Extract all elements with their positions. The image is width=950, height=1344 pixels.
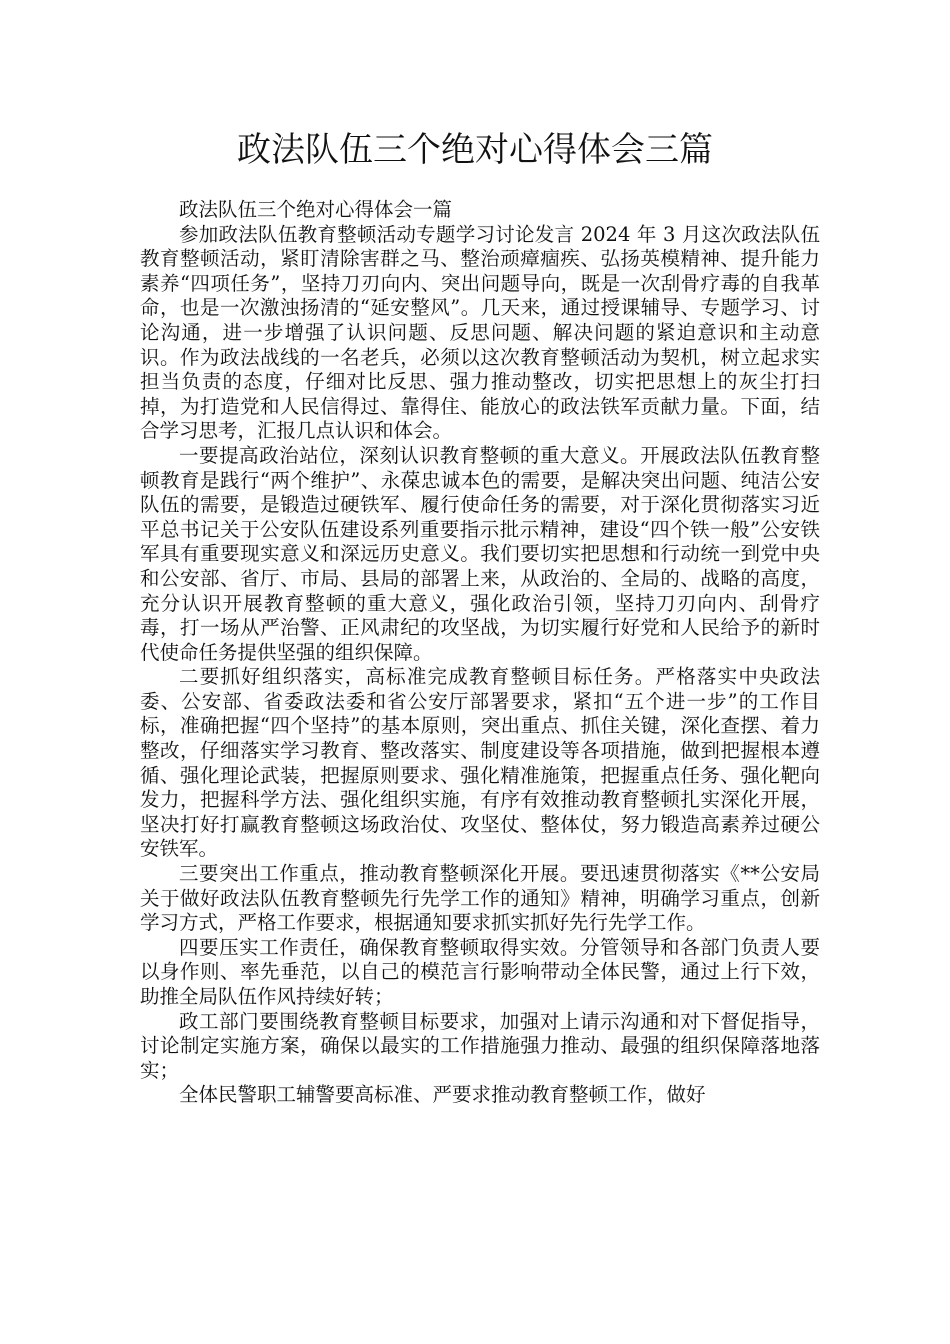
paragraph-point-1: 一要提高政治站位，深刻认识教育整顿的重大意义。开展政法队伍教育整顿教育是践行“两个维护”、永葆忠诚本色的需要，是解决突出问题、纯洁公安队伍的需要，是锻造过硬铁军、履行使命任务的需要，对于深化贯彻落实习近平总书记关于公安队伍建设系列重要指示批示精神，建设“四个铁一般”公安铁军具有重要现实意义和深远历史意义。我们要切实把思想和行动统一到党中央和公安部、省厅、市局、县局的部署上来，从政治的、全局的、战略的高度，充分认识开展教育整顿的重大意义，强化政治引领，坚持刀刃向内、刮骨疗毒，打一场从严治警、正风肃纪的攻坚战，为切实履行好党和人民给予的新时代使命任务提供坚强的组织保障。 [140, 443, 820, 664]
paragraph-political-dept: 政工部门要围绕教育整顿目标要求，加强对上请示沟通和对下督促指导，讨论制定实施方案，确保以最实的工作措施强力推动、最强的组织保障落地落实； [140, 1009, 820, 1082]
document-body [140, 198, 820, 1108]
paragraph-point-4: 四要压实工作责任，确保教育整顿取得实效。分管领导和各部门负责人要以身作则、率先垂范，以自己的模范言行影响带动全体民警，通过上行下效，助推全局队伍作风持续好转； [140, 935, 820, 1008]
document-title: 政法队伍三个绝对心得体会三篇 [237, 130, 713, 170]
paragraph-intro: 参加政法队伍教育整顿活动专题学习讨论发言 2024 年 3 月这次政法队伍教育整顿活动，紧盯清除害群之马、整治顽瘴痼疾、弘扬英模精神、提升能力素养“四项任务”，坚持刀刃向内、突出问题导向，既是一次刮骨疗毒的自我革命，也是一次激浊扬清的“延安整风”。几天来，通过授课辅导、专题学习、讨论沟通，进一步增强了认识问题、反思问题、解决问题的紧迫意识和主动意识。作为政法战线的一名老兵，必须以这次教育整顿活动为契机，树立起求实担当负责的态度，仔细对比反思、强力推动整改，切实把思想上的灰尘打扫掉，为打造党和人民信得过、靠得住、能放心的政法铁军贡献力量。下面，结合学习思考，汇报几点认识和体会。 [140, 222, 820, 443]
paragraph-point-2: 二要抓好组织落实，高标准完成教育整顿目标任务。严格落实中央政法委、公安部、省委政法委和省公安厅部署要求，紧扣“五个进一步”的工作目标，准确把握“四个坚持”的基本原则，突出重点、抓住关键，深化查摆、着力整改，仔细落实学习教育、整改落实、制度建设等各项措施，做到把握根本遵循、强化理论武装，把握原则要求、强化精准施策，把握重点任务、强化靶向发力，把握科学方法、强化组织实施，有序有效推动教育整顿扎实深化开展，坚决打好打赢教育整顿这场政治仗、攻坚仗、整体仗，努力锻造高素养过硬公安铁军。 [140, 665, 820, 861]
paragraph-all-staff: 全体民警职工辅警要高标准、严要求推动教育整顿工作，做好 [179, 1083, 706, 1107]
paragraph-point-3: 三要突出工作重点，推动教育整顿深化开展。要迅速贯彻落实《**公安局关于做好政法队伍教育整顿先行先学工作的通知》精神，明确学习重点，创新学习方式，严格工作要求，根据通知要求抓实抓好先行先学工作。 [140, 862, 820, 935]
section-heading: 政法队伍三个绝对心得体会一篇 [179, 198, 453, 221]
